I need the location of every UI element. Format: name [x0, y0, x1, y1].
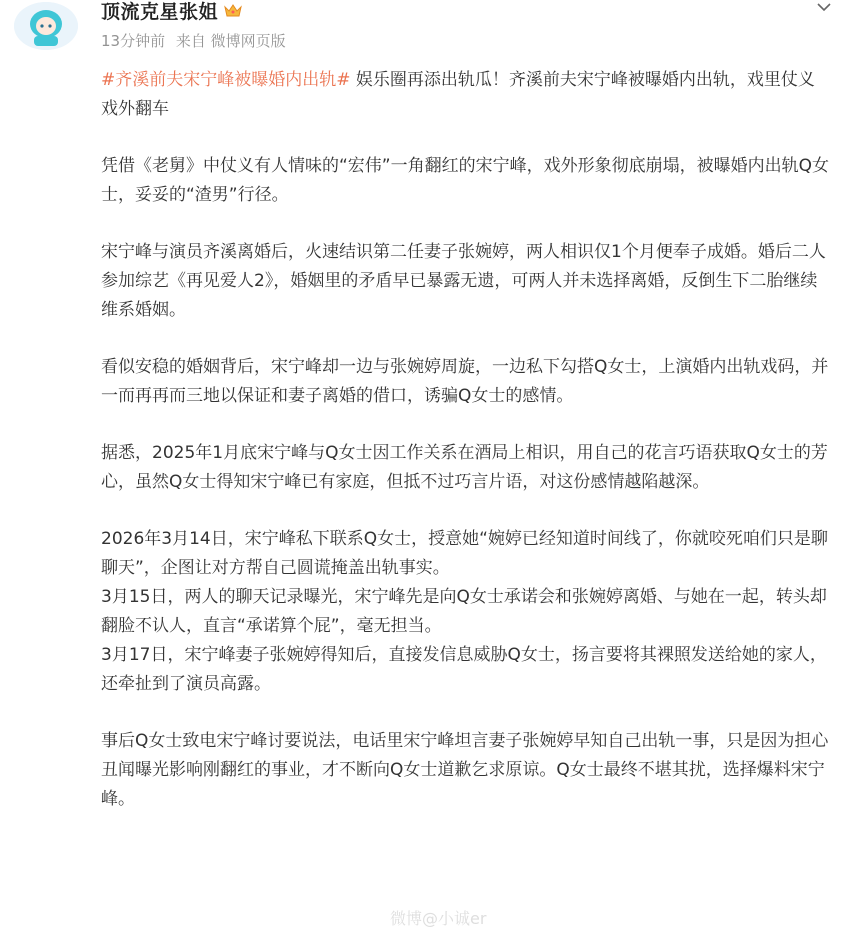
author-name[interactable]: 顶流克星张姐 — [101, 1, 219, 23]
post-meta — [101, 30, 292, 51]
avatar[interactable] — [14, 2, 78, 50]
paragraph: 凭借《老舅》中仗义有人情味的“宏伟”一角翻红的宋宁峰，戏外形象彻底崩塌，被曝婚内出轨Q女士，妥妥的“渣男”行径。 — [101, 156, 829, 205]
post-body — [101, 66, 831, 842]
intro-text: 娱乐圈再添出轨瓜！齐溪前夫宋宁峰被曝婚内出轨，戏里仗义戏外翻车 — [101, 70, 815, 119]
paragraph: 宋宁峰与演员齐溪离婚后，火速结识第二任妻子张婉婷，两人相识仅1个月便奉子成婚。婚后二人参加综艺《再见爱人2》，婚姻里的矛盾早已暴露无遗，可两人并未选择离婚，反倒生下二胎继续维系婚姻。 — [101, 242, 826, 320]
watermark: 微博@小诚er — [390, 909, 487, 928]
timeline-item: 2026年3月14日，宋宁峰私下联系Q女士，授意她“婉婷已经知道时间线了，你就咬死咱们只是聊聊天”，企图让对方帮自己圆谎掩盖出轨事实。 — [101, 529, 828, 578]
post-time[interactable]: 13分钟前 — [101, 32, 166, 50]
post-source: 来自 微博网页版 — [175, 32, 286, 50]
author-name-row[interactable] — [101, 0, 242, 24]
hashtag-link[interactable]: #齐溪前夫宋宁峰被曝婚内出轨# — [101, 70, 351, 90]
timeline-item: 3月17日，宋宁峰妻子张婉婷得知后，直接发信息威胁Q女士，扬言要将其裸照发送给她的家人，还牵扯到了演员高露。 — [101, 645, 827, 694]
paragraph: 看似安稳的婚姻背后，宋宁峰却一边与张婉婷周旋，一边私下勾搭Q女士，上演婚内出轨戏码，并一而再再而三地以保证和妻子离婚的借口，诱骗Q女士的感情。 — [101, 357, 829, 406]
chevron-down-icon[interactable] — [814, 0, 834, 14]
avatar-image — [14, 2, 78, 50]
paragraph: 据悉，2025年1月底宋宁峰与Q女士因工作关系在酒局上相识，用自己的花言巧语获取Q女士的芳心，虽然Q女士得知宋宁峰已有家庭，但抵不过巧言片语，对这份感情越陷越深。 — [101, 443, 828, 492]
post-intro — [101, 66, 831, 124]
paragraph-closing: 事后Q女士致电宋宁峰讨要说法，电话里宋宁峰坦言妻子张婉婷早知自己出轨一事，只是因为担心丑闻曝光影响刚翻红的事业，才不断向Q女士道歉乞求原谅。Q女士最终不堪其扰，选择爆料宋宁峰。 — [101, 731, 829, 809]
timeline-item: 3月15日，两人的聊天记录曝光，宋宁峰先是向Q女士承诺会和张婉婷离婚、与她在一起，转头却翻脸不认人，直言“承诺算个屁”，毫无担当。 — [101, 587, 827, 636]
crown-icon — [224, 3, 242, 19]
